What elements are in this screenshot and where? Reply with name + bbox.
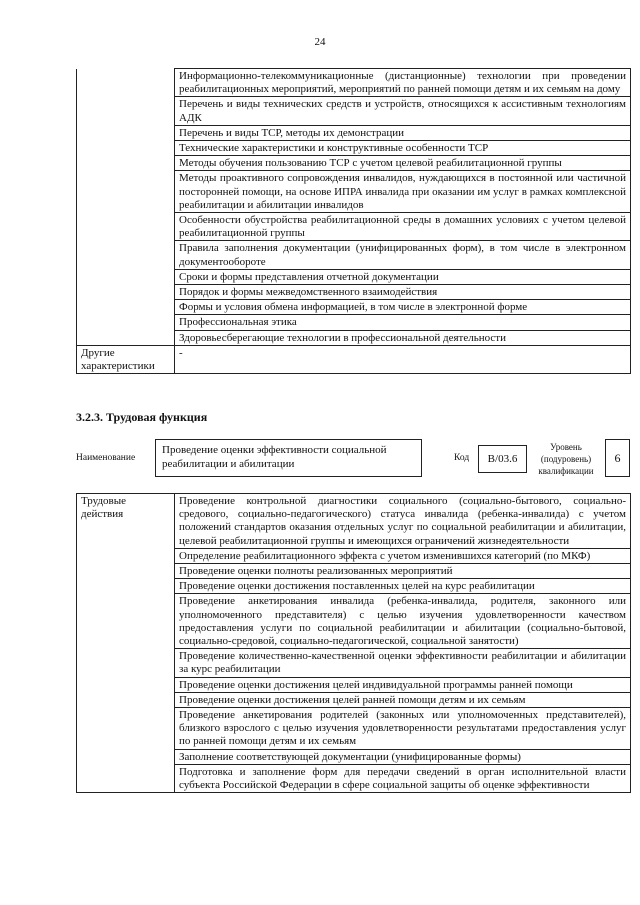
labor-action-item: Проведение оценки полноты реализованных мероприятий: [175, 564, 631, 579]
qualification-level-value: 6: [605, 439, 630, 477]
function-name-label: Наименование: [76, 453, 136, 463]
labor-action-item: Проведение анкетирования инвалида (ребенка-инвалида, родителя, законного или уполномоченного представителя) с целью изучения удовлетворенности качеством предоставления услуги по социальной реабилитации и абилитации (социально-бытовой, социально-средовой, социально-педагогической, социальной занятости): [175, 594, 631, 649]
table-row: [77, 69, 631, 97]
page-number: 24: [314, 36, 326, 48]
knowledge-item: Методы проактивного сопровождения инвалидов, нуждающихся в постоянной или частичной посторонней помощи, на основе ИПРА инвалида при оказании им услуг в рамках комплексной реабилитации и абилитации инвалидов: [175, 171, 631, 213]
labor-action-item: Заполнение соответствующей документации (унифицированные формы): [175, 749, 631, 764]
labor-actions-table: [76, 493, 631, 793]
knowledge-item: Правила заполнения документации (унифицированных форм), в том числе в электронном документообороте: [175, 241, 631, 269]
knowledge-item: Здоровьесберегающие технологии в профессиональной деятельности: [175, 330, 631, 345]
labor-action-item: Проведение контрольной диагностики социального (социально-бытового, социально-средового, социально-педагогического) статуса инвалида (ребенка-инвалида) с учетом положений стандартов оказания отдельных услуг по социальной реабилитации и абилитации, целевой реабилитационной группы и имеющихся ограничений жизнедеятельности: [175, 494, 631, 549]
table-row: [77, 494, 631, 549]
table-row: [77, 345, 631, 373]
knowledge-item: Информационно-телекоммуникационные (дистанционные) технологии при проведении реабилитационных мероприятий, мероприятий по ранней помощи детям и их семьям на дому: [175, 69, 631, 97]
knowledge-item: Формы и условия обмена информацией, в том числе в электронной форме: [175, 300, 631, 315]
other-characteristics-label: Другие характеристики: [77, 345, 175, 373]
knowledge-item: Методы обучения пользованию ТСР с учетом целевой реабилитационной группы: [175, 156, 631, 171]
knowledge-item: Сроки и формы представления отчетной документации: [175, 269, 631, 284]
labor-actions-label: Трудовые действия: [77, 494, 175, 793]
other-characteristics-value: -: [175, 345, 631, 373]
labor-action-item: Проведение количественно-качественной оценки эффективности реабилитации и абилитации за курс реабилитации: [175, 649, 631, 677]
function-name-value: Проведение оценки эффективности социальной реабилитации и абилитации: [155, 439, 422, 477]
labor-action-item: Подготовка и заполнение форм для передачи сведений в орган исполнительной власти субъекта Российской Федерации в сфере социальной защиты об оценке эффективности: [175, 764, 631, 792]
function-code-label: Код: [454, 453, 470, 463]
knowledge-item: Перечень и виды ТСР, методы их демонстрации: [175, 125, 631, 140]
labor-action-item: Проведение оценки достижения целей индивидуальной программы ранней помощи: [175, 677, 631, 692]
knowledge-item: Порядок и формы межведомственного взаимодействия: [175, 285, 631, 300]
knowledge-item: Перечень и виды технических средств и устройств, относящихся к ассистивным технологиям АДК: [175, 97, 631, 125]
knowledge-table: [76, 68, 631, 374]
labor-action-item: Определение реабилитационного эффекта с учетом изменившихся категорий (по МКФ): [175, 548, 631, 563]
knowledge-item: Профессиональная этика: [175, 315, 631, 330]
knowledge-item: Особенности обустройства реабилитационной среды в домашних условиях с учетом целевой реабилитационной группы: [175, 213, 631, 241]
qualification-level-label: Уровень (подуровень) квалификации: [538, 442, 594, 476]
table-cell-empty: [77, 69, 175, 346]
knowledge-item: Технические характеристики и конструктивные особенности ТСР: [175, 141, 631, 156]
labor-action-item: Проведение оценки достижения поставленных целей на курс реабилитации: [175, 579, 631, 594]
section-title: 3.2.3. Трудовая функция: [76, 410, 208, 424]
labor-action-item: Проведение анкетирования родителей (законных или уполномоченных представителей), близкого взрослого с целью изучения удовлетворенности результатами предоставления услуг по ранней помощи детям и их семьям: [175, 708, 631, 750]
function-code-value: B/03.6: [478, 445, 527, 473]
labor-action-item: Проведение оценки достижения целей ранней помощи детям и их семьям: [175, 692, 631, 707]
